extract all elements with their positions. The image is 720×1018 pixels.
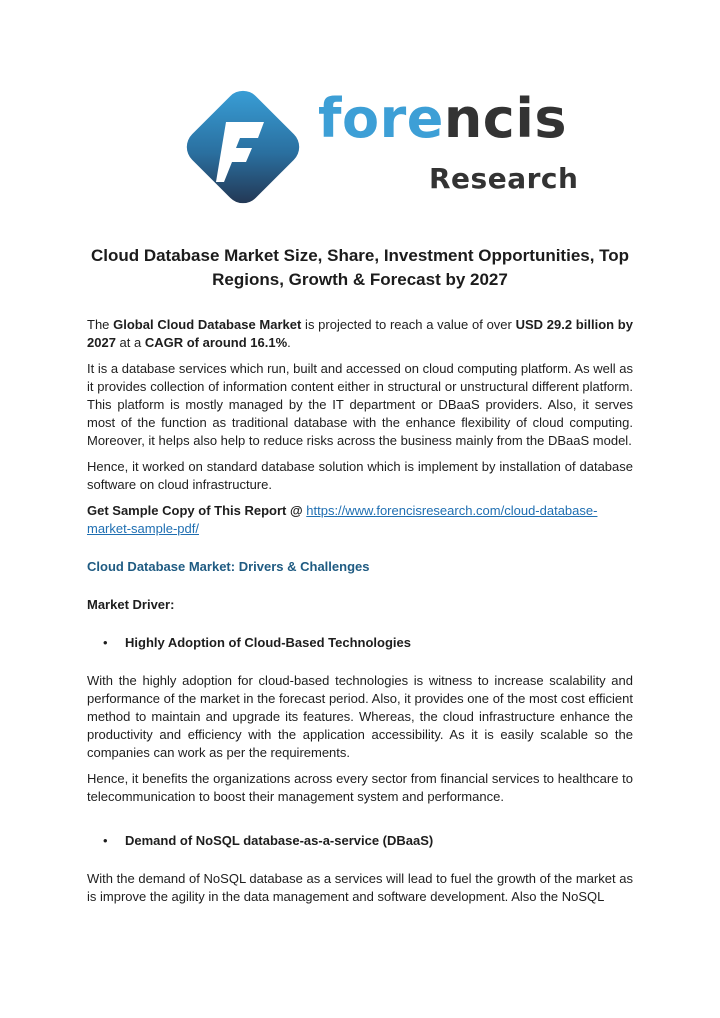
paragraph-4: Hence, it benefits the organizations across every sector from financial services to healthcare to telecommunication to boost their management system and performance. (87, 771, 633, 804)
paragraph-2: Hence, it worked on standard database solution which is implement by installation of database software on cloud infrastructure. (87, 459, 633, 492)
market-driver-heading: Market Driver: (87, 597, 175, 612)
document-body (87, 316, 633, 914)
bullet-item: • Demand of NoSQL database-as-a-service (DBaaS) (87, 832, 633, 850)
sample-copy-label: Get Sample Copy of This Report @ (87, 503, 307, 518)
logo-subtitle: Research (429, 162, 579, 195)
paragraph-5: With the demand of NoSQL database as a services will lead to fuel the growth of the market as is improve the agility in the data management and software development. Also the NoSQL (87, 871, 633, 904)
bullet-icon: • (103, 833, 108, 848)
forencis-logo-icon (178, 82, 308, 212)
sample-copy-link[interactable]: https://www.forencisresearch.com/cloud-database-market-sample-pdf/ (87, 503, 598, 536)
bullet-item: • Highly Adoption of Cloud-Based Technologies (87, 634, 633, 652)
paragraph-1: It is a database services which run, built and accessed on cloud computing platform. As well as it provides collection of information content either in structural or unstructural different platform. This platform is mostly managed by the IT department or DBaaS providers. Also, it serves most of the function as traditional database with the enhance flexibility of cloud computing. Moreover, it helps also help to reduce risks across the business mainly from the DBaaS model. (87, 361, 633, 448)
bullet-icon: • (103, 635, 108, 650)
logo-wordmark: forencis (318, 87, 567, 150)
sample-copy-line (87, 502, 633, 538)
section-heading: Cloud Database Market: Drivers & Challenges (87, 559, 370, 574)
intro-paragraph: The Global Cloud Database Market is projected to reach a value of over USD 29.2 billion by 2027 at a CAGR of around 16.1%. (87, 317, 633, 350)
paragraph-3: With the highly adoption for cloud-based technologies is witness to increase scalability and performance of the market in the forecast period. Also, it provides one of the most cost efficient method to maintain and upgrade its features. Whereas, the cloud infrastructure enhance the productivity and efficiency with the application accessibility. As it is easily scalable so the companies can work as per the requirements. (87, 673, 633, 760)
forencis-logo (178, 82, 579, 212)
page-title: Cloud Database Market Size, Share, Investment Opportunities, Top Regions, Growth & Forecast by 2027 (90, 246, 630, 289)
